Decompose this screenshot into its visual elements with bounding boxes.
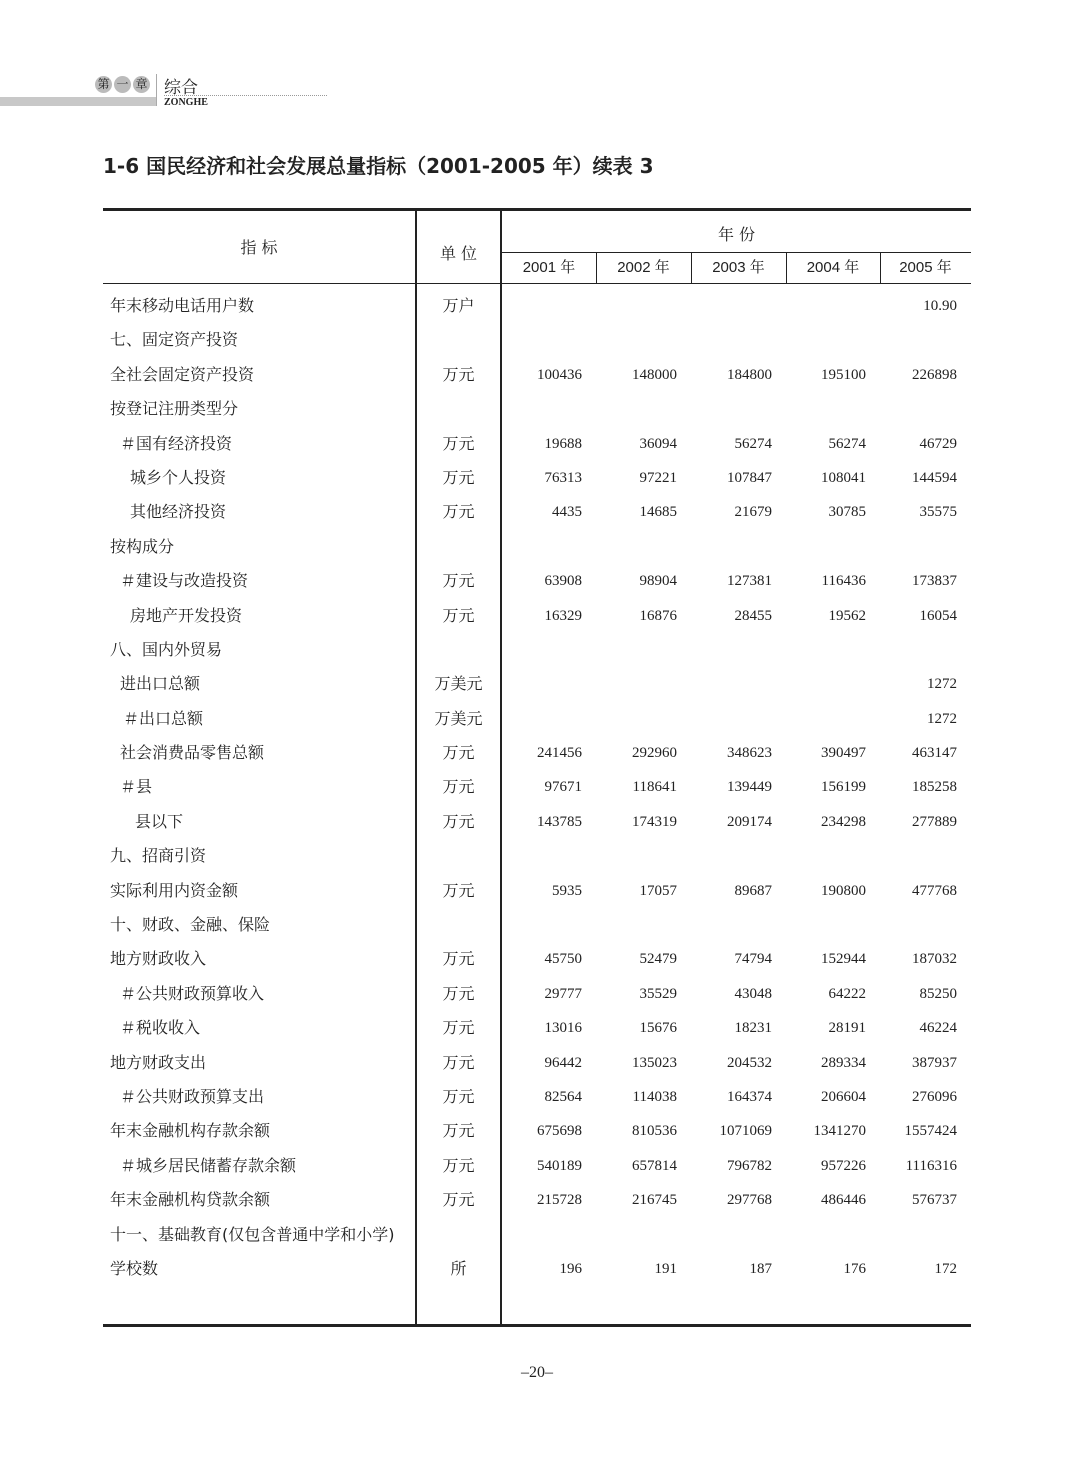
row-label: 房地产开发投资 [130, 605, 243, 625]
row-label: 十一、基础教育(仅包含普通中学和小学) [110, 1224, 395, 1244]
value-cell: 97671 [544, 779, 582, 796]
table-row [103, 667, 971, 701]
chapter-char: 章 [133, 76, 150, 93]
row-unit: 万元 [442, 811, 475, 831]
value-cell: 176 [843, 1260, 866, 1277]
table-row [103, 977, 971, 1011]
row-unit: 万元 [442, 433, 475, 453]
table-row [103, 805, 971, 839]
row-unit: 万元 [442, 743, 475, 763]
value-cell: 226898 [912, 366, 957, 383]
value-cell: 576737 [912, 1192, 957, 1209]
row-label: 七、固定资产投资 [110, 330, 239, 350]
value-cell: 187032 [912, 951, 957, 968]
row-unit: 万元 [442, 949, 475, 969]
value-cell: 1341270 [813, 1123, 866, 1140]
header-rule [501, 252, 971, 253]
table-row [103, 942, 971, 976]
value-cell: 540189 [537, 1157, 582, 1174]
row-unit: 万元 [442, 1052, 475, 1072]
value-cell: 114038 [632, 1088, 677, 1105]
value-cell: 21679 [734, 504, 772, 521]
value-cell: 172 [934, 1260, 957, 1277]
row-label: ＃出口总额 [123, 708, 204, 728]
value-cell: 82564 [544, 1088, 582, 1105]
row-unit: 万元 [442, 880, 475, 900]
value-cell: 810536 [632, 1123, 677, 1140]
table-row [103, 702, 971, 736]
value-cell: 35575 [919, 504, 957, 521]
row-label: ＃县 [120, 777, 153, 797]
value-cell: 100436 [537, 366, 582, 383]
value-cell: 191 [654, 1260, 677, 1277]
row-label: ＃建设与改造投资 [120, 571, 249, 591]
header-indicator: 指 标 [240, 238, 278, 257]
value-cell: 1116316 [905, 1157, 957, 1174]
table-row [103, 1046, 971, 1080]
value-cell: 107847 [727, 469, 772, 486]
value-cell: 216745 [632, 1192, 677, 1209]
table-row [103, 1149, 971, 1183]
value-cell: 463147 [912, 745, 957, 762]
value-cell: 43048 [734, 985, 772, 1002]
value-cell: 28455 [734, 607, 772, 624]
value-cell: 184800 [727, 366, 772, 383]
row-label: 年末移动电话用户数 [110, 296, 255, 315]
row-unit: 万元 [442, 1155, 475, 1175]
row-label: 学校数 [110, 1258, 159, 1278]
row-label: 年末金融机构存款余额 [110, 1121, 271, 1141]
value-cell: 85250 [919, 985, 957, 1002]
page-number: –20– [521, 1364, 553, 1381]
value-cell: 196 [559, 1260, 582, 1277]
value-cell: 10.90 [923, 298, 957, 314]
value-cell: 657814 [632, 1157, 677, 1174]
row-unit: 万元 [442, 1018, 475, 1038]
value-cell: 18231 [734, 1020, 772, 1037]
header-rule [103, 283, 971, 284]
row-unit: 万元 [442, 467, 475, 487]
value-cell: 164374 [727, 1088, 772, 1105]
value-cell: 1071069 [719, 1123, 772, 1140]
value-cell: 89687 [734, 882, 772, 899]
table-row [103, 564, 971, 598]
value-cell: 156199 [821, 779, 866, 796]
value-cell: 143785 [537, 813, 582, 830]
row-unit: 万元 [442, 1121, 475, 1141]
value-cell: 234298 [821, 813, 866, 830]
table-row [103, 495, 971, 529]
value-cell: 5935 [552, 882, 582, 899]
value-cell: 64222 [828, 985, 866, 1002]
value-cell: 387937 [912, 1054, 957, 1071]
header-unit: 单 位 [439, 244, 478, 263]
value-cell: 185258 [912, 779, 957, 796]
value-cell: 63908 [544, 573, 582, 590]
section-title-en: ZONGHE [164, 97, 208, 108]
value-cell: 56274 [734, 435, 772, 452]
value-cell: 4435 [552, 504, 582, 521]
table-body [103, 289, 971, 1286]
row-label: 按构成分 [110, 536, 175, 556]
row-label: 年末金融机构贷款余额 [110, 1190, 271, 1210]
value-cell: 1272 [927, 676, 957, 693]
row-unit: 万元 [442, 1190, 475, 1210]
value-cell: 292960 [632, 745, 677, 762]
row-label: 九、招商引资 [110, 846, 207, 866]
value-cell: 96442 [544, 1054, 582, 1071]
row-unit: 万元 [442, 1086, 475, 1106]
year-header: 2001 年 [522, 259, 576, 276]
year-divider [880, 253, 881, 283]
value-cell: 174319 [632, 813, 677, 830]
chapter-char: 第 [95, 76, 112, 93]
value-cell: 36094 [639, 435, 677, 452]
value-cell: 675698 [537, 1123, 582, 1140]
table-row [103, 1252, 971, 1286]
row-unit: 所 [450, 1258, 467, 1278]
value-cell: 209174 [727, 813, 772, 830]
row-unit: 万元 [442, 502, 475, 522]
value-cell: 15676 [639, 1020, 677, 1037]
value-cell: 74794 [734, 951, 772, 968]
table-row [103, 874, 971, 908]
table-row [103, 1114, 971, 1148]
value-cell: 127381 [727, 573, 772, 590]
table-row [103, 1011, 971, 1045]
value-cell: 14685 [639, 504, 677, 521]
table-row [103, 461, 971, 495]
table-row [103, 1080, 971, 1114]
value-cell: 187 [749, 1260, 772, 1277]
value-cell: 19688 [544, 435, 582, 452]
row-unit: 万元 [442, 983, 475, 1003]
header-years: 年 份 [717, 225, 756, 244]
value-cell: 16329 [544, 607, 582, 624]
row-label: ＃城乡居民储蓄存款余额 [120, 1155, 297, 1175]
table-row [103, 289, 971, 323]
row-label: ＃公共财政预算支出 [120, 1086, 265, 1106]
value-cell: 241456 [537, 745, 582, 762]
table-row [103, 770, 971, 804]
table-row [103, 530, 971, 564]
value-cell: 390497 [821, 745, 866, 762]
row-label: ＃公共财政预算收入 [120, 983, 265, 1003]
row-unit: 万元 [442, 571, 475, 591]
row-unit: 万元 [442, 364, 475, 384]
row-label: 社会消费品零售总额 [120, 743, 265, 763]
value-cell: 116436 [821, 573, 866, 590]
row-label: 地方财政支出 [110, 1052, 207, 1072]
value-cell: 135023 [632, 1054, 677, 1071]
row-label: ＃国有经济投资 [120, 433, 233, 453]
value-cell: 276096 [912, 1088, 957, 1105]
value-cell: 45750 [544, 951, 582, 968]
year-divider [786, 253, 787, 283]
value-cell: 97221 [639, 469, 677, 486]
year-divider [596, 253, 597, 283]
value-cell: 118641 [632, 779, 677, 796]
year-header: 2002 年 [617, 259, 670, 276]
table-row [103, 599, 971, 633]
value-cell: 139449 [727, 779, 772, 796]
value-cell: 30785 [828, 504, 866, 521]
value-cell: 152944 [821, 951, 866, 968]
value-cell: 29777 [544, 985, 582, 1002]
value-cell: 16054 [919, 607, 957, 624]
value-cell: 957226 [821, 1157, 866, 1174]
value-cell: 17057 [639, 882, 677, 899]
value-cell: 28191 [828, 1020, 866, 1037]
value-cell: 56274 [828, 435, 866, 452]
value-cell: 16876 [639, 607, 677, 624]
row-unit: 万美元 [434, 674, 483, 694]
value-cell: 35529 [639, 985, 677, 1002]
value-cell: 1557424 [904, 1123, 957, 1140]
row-unit: 万元 [442, 777, 475, 797]
value-cell: 98904 [639, 573, 677, 590]
row-label: 按登记注册类型分 [110, 399, 239, 419]
value-cell: 19562 [828, 607, 866, 624]
table-row [103, 358, 971, 392]
year-header: 2005 年 [899, 259, 952, 276]
row-label: 全社会固定资产投资 [110, 364, 255, 384]
value-cell: 76313 [544, 469, 582, 486]
year-divider [691, 253, 692, 283]
table-row [103, 908, 971, 942]
value-cell: 477768 [912, 882, 957, 899]
header-divider [156, 74, 157, 106]
value-cell: 1272 [927, 710, 957, 727]
value-cell: 46224 [919, 1020, 957, 1037]
table-row [103, 839, 971, 873]
value-cell: 204532 [727, 1054, 772, 1071]
section-title: 综合 [164, 78, 198, 98]
row-label: 地方财政收入 [110, 949, 207, 969]
value-cell: 108041 [821, 469, 866, 486]
year-header: 2003 年 [712, 259, 765, 276]
row-unit: 万元 [442, 605, 475, 625]
value-cell: 348623 [727, 745, 772, 762]
header-bar [0, 97, 157, 106]
chapter-badge [95, 76, 150, 93]
value-cell: 486446 [821, 1192, 866, 1209]
value-cell: 148000 [632, 366, 677, 383]
value-cell: 190800 [821, 882, 866, 899]
table-row [103, 633, 971, 667]
row-label: 其他经济投资 [130, 502, 227, 522]
table-row [103, 1218, 971, 1252]
row-label: 实际利用内资金额 [110, 880, 239, 900]
chapter-char: 一 [114, 76, 131, 93]
table-row [103, 736, 971, 770]
row-label: 城乡个人投资 [130, 467, 227, 487]
year-header: 2004 年 [806, 259, 860, 276]
value-cell: 277889 [912, 813, 957, 830]
value-cell: 173837 [912, 573, 957, 590]
value-cell: 195100 [821, 366, 866, 383]
row-label: 八、国内外贸易 [110, 639, 223, 659]
value-cell: 215728 [537, 1192, 582, 1209]
value-cell: 297768 [727, 1192, 772, 1209]
value-cell: 13016 [544, 1020, 582, 1037]
table-row [103, 323, 971, 357]
row-label: 进出口总额 [120, 674, 201, 694]
value-cell: 206604 [821, 1088, 866, 1105]
row-label: 县以下 [135, 811, 184, 831]
row-unit: 万美元 [434, 708, 483, 728]
value-cell: 289334 [821, 1054, 866, 1071]
row-unit: 万户 [442, 296, 475, 315]
table-row [103, 1183, 971, 1217]
header-dotted-line [164, 95, 327, 96]
row-label: 十、财政、金融、保险 [110, 915, 271, 935]
table-row [103, 392, 971, 426]
value-cell: 52479 [639, 951, 677, 968]
value-cell: 46729 [919, 435, 957, 452]
value-cell: 796782 [727, 1157, 772, 1174]
row-label: ＃税收收入 [120, 1018, 201, 1038]
value-cell: 144594 [912, 469, 957, 486]
data-table [103, 208, 971, 1327]
table-title: 1-6 国民经济和社会发展总量指标（2001-2005 年）续表 3 [103, 154, 654, 178]
table-row [103, 427, 971, 461]
